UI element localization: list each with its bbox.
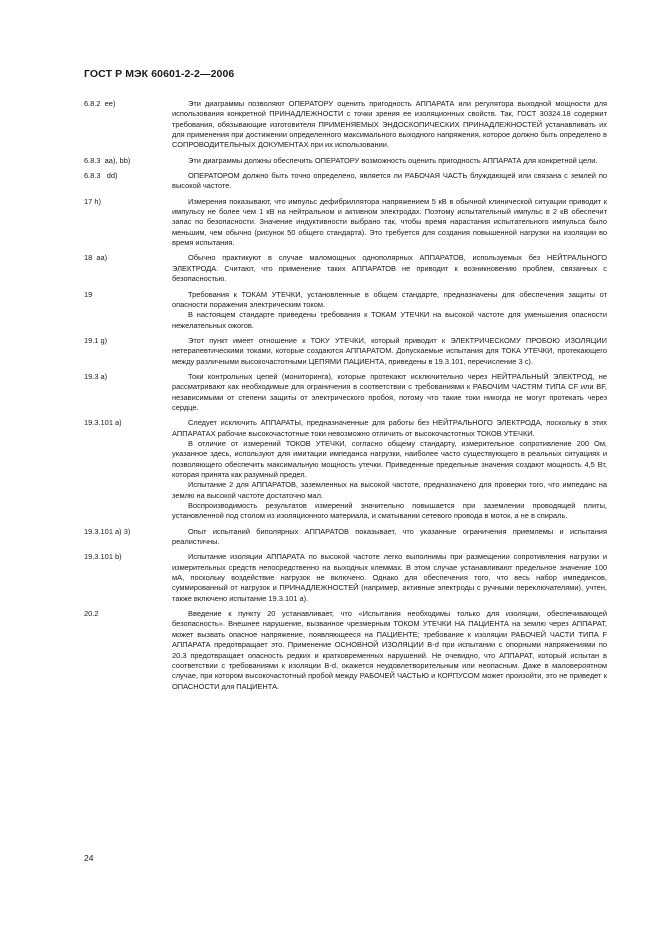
clause-entry bbox=[84, 609, 607, 692]
clause-entry bbox=[84, 253, 607, 284]
clause-text bbox=[172, 418, 607, 521]
clause-entry bbox=[84, 156, 607, 166]
clause-entry bbox=[84, 418, 607, 521]
clause-text bbox=[172, 156, 607, 166]
clause-number: 19.3.101 b) bbox=[84, 552, 122, 562]
clause-number: 6.8.3 aa), bb) bbox=[84, 155, 131, 165]
paragraph: Испытание 2 для АППАРАТОВ, заземленных на высокой частоте, предназначено для проверки того, что импеданс на землю на высокой частоте достаточно мал. bbox=[172, 480, 607, 500]
paragraph: В настоящем стандарте приведены требования к ТОКАМ УТЕЧКИ на высокой частоте для уменьшения опасности нежелательных ожогов. bbox=[172, 310, 607, 330]
paragraph: Измерения показывают, что импульс дефибриллятора напряжением 5 кВ в обычной клинической ситуации приводит к импульсу не более чем 1 кВ на нейтральном и активном электродах. Поэтому испытательный импульс в 2 кВ обеспечит запас по безопасности. Значение индуктивности выбрано так, чтобы время нарастания испытательного импульса было меньшим, чем обычно (рисунок 50 общего стандарта). Это требуется для создания повышенной нагрузки на изоляции во время испытания. bbox=[172, 196, 607, 248]
paragraph: Воспроизводимость результатов измерений значительно повышается при заземлении проводящей плиты, установленной под столом из изоляционного материала, и сматывании сетевого провода в моток, а не в спираль. bbox=[172, 501, 607, 521]
clause-number: 19.3 a) bbox=[84, 371, 108, 381]
clause-entry bbox=[84, 372, 607, 413]
paragraph: ОПЕРАТОРОМ должно быть точно определено, является ли РАБОЧАЯ ЧАСТЬ блуждающей или связана с землей по высокой частоте. bbox=[172, 171, 607, 191]
clause-text bbox=[172, 290, 607, 331]
clause-entry bbox=[84, 99, 607, 151]
paragraph: В отличие от измерений ТОКОВ УТЕЧКИ, согласно общему стандарту, измерительное сопротивление 200 Ом, указанное здесь, используют для имитации импеданса нагрузки, наиболее часто существующего в реальных ситуациях и позволяющего обеспечить максимальную мощность утечки. Приведенные предельные значения создают мощность 4,5 Вт, которая принята как разумный предел. bbox=[172, 438, 607, 479]
paragraph: Введение к пункту 20 устанавливает, что «Испытания необходимы только для изоляции, обеспечивающей безопасность». Внешнее нарушение, вызванное чрезмерным ТОКОМ УТЕЧКИ НА ПАЦИЕНТА на землю через АППАРАТ, может вызвать опасное напряжение, появляющееся на ПАЦИЕНТЕ; требование к изоляции РАБОЧЕЙ ЧАСТИ ТИПА F АППАРАТА предотвращает это. Применение ОСНОВНОЙ ИЗОЛЯЦИИ B-d при испытании с опорными напряжениями по 20.3 предотвращает опасность редких и кратковременных нарушений. Не очевидно, что АППАРАТ, который испытан в соответствии с требованиями к изоляции B-d, окажется неудовлетворительным или неопасным. Даже в маловероятном случае, при котором высокочастотный пробой между РАБОЧЕЙ ЧАСТЬЮ и КОРПУСОМ может произойти, это не приведет к ОПАСНОСТИ для ПАЦИЕНТА. bbox=[172, 609, 607, 691]
clause-number: 19.1 g) bbox=[84, 335, 108, 345]
clause-text bbox=[172, 197, 607, 249]
clause-number: 6.8.3 dd) bbox=[84, 171, 118, 181]
clause-text bbox=[172, 552, 607, 604]
paragraph: Опыт испытаний биполярных АППАРАТОВ показывает, что указанные ограничения приемлемы и испытания реалистичны. bbox=[172, 526, 607, 547]
paragraph: Эти диаграммы позволяют ОПЕРАТОРУ оценить пригодность АППАРАТА или регулятора выходной мощности для использования конкретной ПРИНАДЛЕЖНОСТИ с точки зрения ее изоляционных свойств. Так, ГОСТ 30324.18 содержит требования, обязывающие изготовителя ПРИМЕНЯЕМЫХ ЭНДОСКОПИЧЕСКИХ ПРИНАДЛЕЖНОСТЕЙ устанавливать их для применения при достижении определенного максимального выходного напряжения, которое должно быть определено в СОПРОВОДИТЕЛЬНЫХ ДОКУМЕНТАХ при их использовании. bbox=[172, 99, 607, 150]
document-body bbox=[84, 99, 607, 697]
clause-text bbox=[172, 336, 607, 367]
paragraph: Испытание изоляции АППАРАТА по высокой частоте легко выполнимы при размещении сопротивления нагрузки и измерительных средств непосредственно на выходных клеммах. В этом случае устанавливают предельное значение 100 мА, поскольку воздействие нагрузок не включено. Однако для обеспечения того, что весь набор импедансов, суммированный от нагрузок и ПРИНАДЛЕЖНОСТЕЙ (например, активные электроды с ручными переключателями), учтен, также включено испытание 19.3.101 a). bbox=[172, 552, 607, 603]
paragraph: Следует исключить АППАРАТЫ, предназначенные для работы без НЕЙТРАЛЬНОГО ЭЛЕКТРОДА, поскольку в этих АППАРАТАХ рабочие высокочастотные токи невозможно отличить от высокочастотных ТОКОВ УТЕЧКИ. bbox=[172, 418, 607, 438]
clause-number: 19.3.101 a) 3) bbox=[84, 526, 131, 536]
clause-text bbox=[172, 372, 607, 413]
paragraph: Требования к ТОКАМ УТЕЧКИ, установленные в общем стандарте, предназначены для обеспечения защиты от опасности поражения электрическим током. bbox=[172, 289, 607, 309]
clause-number: 19 bbox=[84, 289, 93, 299]
clause-entry bbox=[84, 197, 607, 249]
clause-number: 17 h) bbox=[84, 196, 101, 206]
paragraph: Эти диаграммы должны обеспечить ОПЕРАТОРУ возможность оценить пригодность АППАРАТА для конкретной цели. bbox=[188, 155, 598, 165]
clause-entry bbox=[84, 290, 607, 331]
clause-text bbox=[172, 99, 607, 151]
clause-text bbox=[172, 253, 607, 284]
paragraph: Этот пункт имеет отношение к ТОКУ УТЕЧКИ, который приводит к ЭЛЕКТРИЧЕСКОМУ ПРОБОЮ ИЗОЛЯЦИИ нетерапевтическими токами, которые создаются АППАРАТОМ. Допускаемые испытания для ТОКА УТЕЧКИ, протекающего между различными высокочастотными ЦЕПЯМИ ПАЦИЕНТА, приведены в 19.3.101, перечисление 3 с). bbox=[172, 335, 607, 366]
clause-number: 20.2 bbox=[84, 609, 99, 619]
document-header: ГОСТ Р МЭК 60601-2-2—2006 bbox=[84, 68, 235, 80]
clause-text bbox=[172, 171, 607, 192]
clause-text bbox=[172, 527, 607, 548]
clause-entry bbox=[84, 527, 607, 548]
paragraph: Токи контрольных цепей (мониторинга), которые протекают исключительно через НЕЙТРАЛЬНЫЙ ЭЛЕКТРОД, не рассматривают как необходимые для ограничения в соответствии с требованиями к РАБОЧИМ ЧАСТЯМ ТИПА CF или BF, независимыми от степени защиты от электрического пробоя, потому что такие токи никогда не могут протекать через сердце. bbox=[172, 371, 607, 412]
clause-entry bbox=[84, 336, 607, 367]
page-number: 24 bbox=[84, 853, 94, 863]
clause-number: 19.3.101 a) bbox=[84, 418, 122, 428]
clause-number: 6.8.2 ee) bbox=[84, 99, 116, 108]
clause-number: 18 aa) bbox=[84, 253, 108, 263]
paragraph: Обычно практикуют в случае маломощных однополярных АППАРАТОВ, используемых без НЕЙТРАЛЬНОГО ЭЛЕКТРОДА. Считают, что применение таких АППАРАТОВ не приводит к возникновению проблем, связанных с безопасностью. bbox=[172, 253, 607, 284]
clause-entry bbox=[84, 552, 607, 604]
clause-text bbox=[172, 609, 607, 692]
clause-entry bbox=[84, 171, 607, 192]
